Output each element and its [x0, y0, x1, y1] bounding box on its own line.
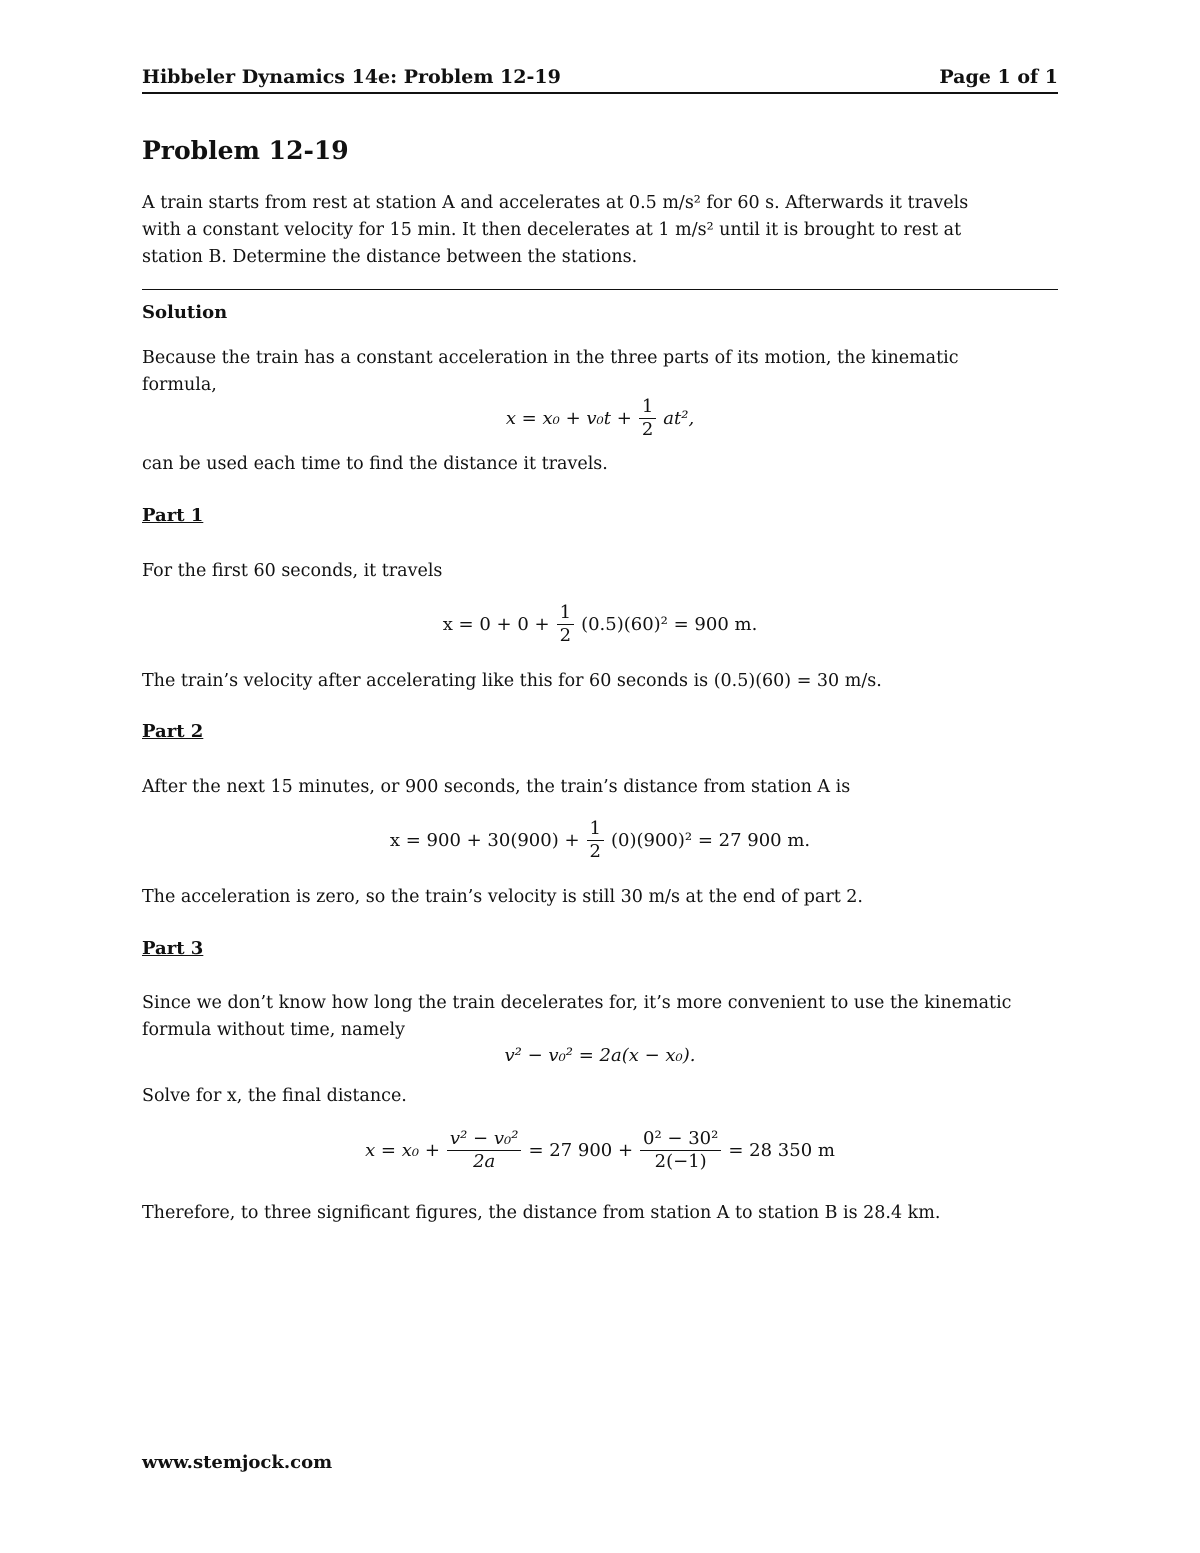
eq-right: at², [663, 408, 695, 429]
divider [142, 289, 1058, 290]
frac-den: 2 [641, 419, 654, 440]
fraction-half [587, 818, 604, 863]
part2-after: The acceleration is zero, so the train’s velocity is still 30 m/s at the end of part 2. [142, 887, 863, 907]
frac-den: 2 [589, 841, 601, 862]
frac-num: 1 [557, 602, 574, 625]
page-number: Page 1 of 1 [939, 66, 1058, 88]
equation-part1 [0, 602, 1200, 647]
footer-url: www.stemjock.com [142, 1452, 333, 1473]
eq-right: (0.5)(60)² = 900 m. [581, 614, 758, 635]
part3-text [142, 990, 1062, 1044]
solution-intro [142, 345, 1062, 399]
frac-num: v² − v₀² [447, 1128, 522, 1151]
fraction-values [640, 1128, 721, 1173]
text-line: formula without time, namely [142, 1020, 405, 1040]
eq-right: = 28 350 m [728, 1140, 835, 1161]
header-title: Hibbeler Dynamics 14e: Problem 12-19 [142, 66, 561, 88]
fraction-half [557, 602, 574, 647]
part2-heading: Part 2 [142, 721, 204, 742]
problem-line: station B. Determine the distance between the stations. [142, 247, 638, 267]
frac-den: 2(−1) [654, 1151, 707, 1172]
frac-num: 0² − 30² [640, 1128, 721, 1151]
frac-den: 2 [559, 625, 572, 646]
frac-den: 2a [473, 1151, 496, 1172]
solution-heading: Solution [142, 302, 228, 323]
equation-part2 [0, 818, 1200, 863]
problem-statement [142, 190, 1062, 271]
eq-left: x = x₀ + v₀t + [505, 408, 632, 429]
equation-general [0, 396, 1200, 441]
part1-heading: Part 1 [142, 505, 204, 526]
part1-after: The train’s velocity after accelerating like this for 60 seconds is (0.5)(60) = 30 m/s. [142, 671, 882, 691]
eq-left: x = 0 + 0 + [442, 614, 550, 635]
fraction-velocity [447, 1128, 522, 1173]
part3-heading: Part 3 [142, 938, 204, 959]
problem-title: Problem 12-19 [142, 136, 349, 165]
text-line: formula, [142, 375, 217, 395]
part1-text: For the first 60 seconds, it travels [142, 561, 443, 581]
eq-right: (0)(900)² = 27 900 m. [610, 830, 811, 851]
page-header [142, 66, 1058, 94]
problem-line: A train starts from rest at station A and accelerates at 0.5 m/s² for 60 s. Afterwards it travels [142, 193, 969, 213]
eq-mid: = 27 900 + [528, 1140, 634, 1161]
text-line: Because the train has a constant acceleration in the three parts of its motion, the kinematic [142, 348, 959, 368]
part2-text: After the next 15 minutes, or 900 seconds, the train’s distance from station A is [142, 777, 851, 797]
fraction-half [639, 396, 656, 441]
frac-num: 1 [587, 818, 604, 841]
eq-text: v² − v₀² = 2a(x − x₀). [504, 1045, 696, 1066]
problem-line: with a constant velocity for 15 min. It then decelerates at 1 m/s² until it is brought to rest at [142, 220, 962, 240]
frac-num: 1 [639, 396, 656, 419]
equation-no-time [0, 1045, 1200, 1066]
equation-part3 [0, 1128, 1200, 1173]
conclusion: Therefore, to three significant figures, the distance from station A to station B is 28.4 km. [142, 1203, 941, 1223]
eq-left: x = 900 + 30(900) + [389, 830, 580, 851]
text-line: Since we don’t know how long the train decelerates for, it’s more convenient to use the kinematic [142, 993, 1012, 1013]
solution-after: can be used each time to find the distance it travels. [142, 454, 608, 474]
eq-left: x = x₀ + [365, 1140, 440, 1161]
part3-solve: Solve for x, the final distance. [142, 1086, 407, 1106]
